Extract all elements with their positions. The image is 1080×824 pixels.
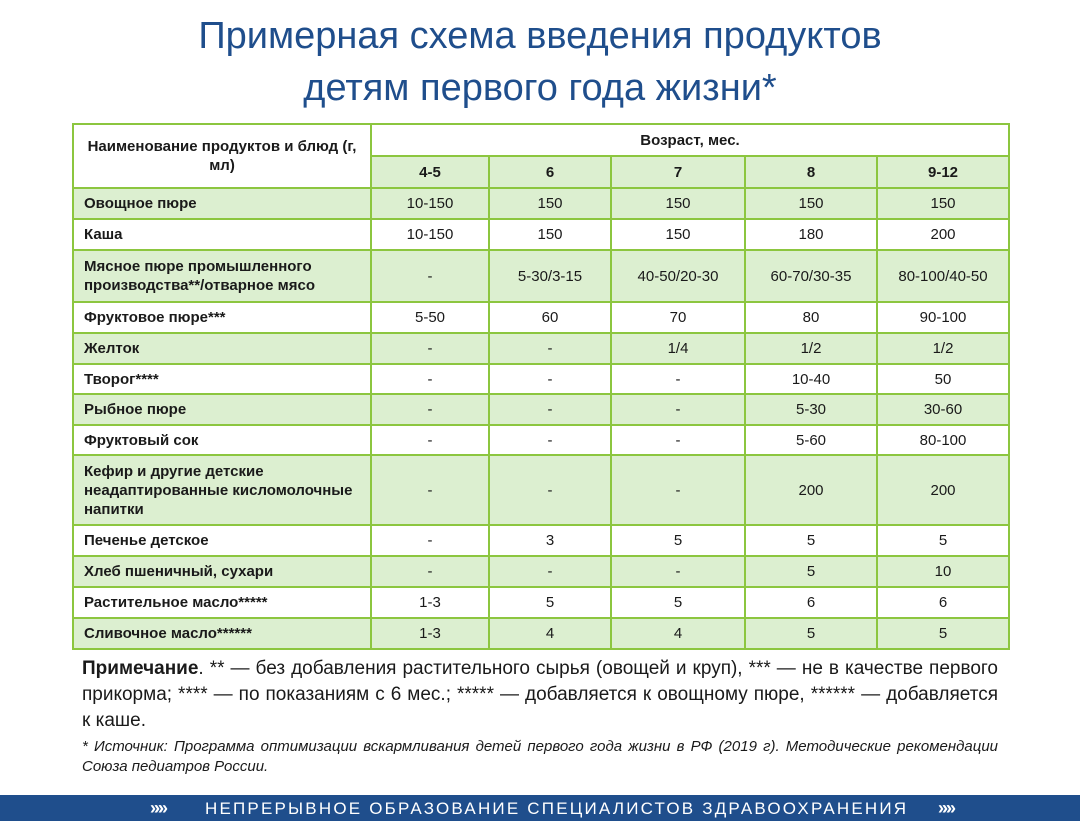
- table-cell: 50: [877, 364, 1009, 394]
- table-cell: 150: [745, 188, 877, 219]
- table-cell: -: [611, 364, 745, 394]
- table-cell: -: [489, 394, 611, 425]
- table-cell: -: [489, 455, 611, 525]
- table-cell: 80-100/40-50: [877, 250, 1009, 302]
- product-name: Каша: [73, 219, 371, 250]
- table-cell: 5: [745, 525, 877, 556]
- table-cell: 1-3: [371, 618, 489, 649]
- table-row: [73, 587, 1009, 618]
- table-cell: 200: [877, 455, 1009, 525]
- product-name: Фруктовый сок: [73, 425, 371, 455]
- table-cell: 80-100: [877, 425, 1009, 455]
- table-cell: 5: [489, 587, 611, 618]
- table-cell: -: [371, 333, 489, 364]
- table-cell: 10-40: [745, 364, 877, 394]
- table-cell: 4: [611, 618, 745, 649]
- table-cell: -: [611, 556, 745, 587]
- table-cell: 200: [745, 455, 877, 525]
- table-cell: -: [371, 394, 489, 425]
- table-row: [73, 556, 1009, 587]
- table-cell: 5-30: [745, 394, 877, 425]
- footer-banner: [0, 795, 1080, 821]
- table-cell: 1/4: [611, 333, 745, 364]
- product-name: Фруктовое пюре***: [73, 302, 371, 333]
- source-citation: * Источник: Программа оптимизации вскармливания детей первого года жизни в РФ (2019 г). Методические рекомендации Союза педиатров России.: [82, 738, 998, 775]
- table-cell: 5-60: [745, 425, 877, 455]
- table-cell: -: [489, 556, 611, 587]
- table-row: [73, 188, 1009, 219]
- table-cell: 6: [877, 587, 1009, 618]
- table-cell: 150: [611, 188, 745, 219]
- table-cell: 60-70/30-35: [745, 250, 877, 302]
- table-cell: -: [371, 455, 489, 525]
- table-cell: 150: [489, 188, 611, 219]
- table-cell: 10-150: [371, 188, 489, 219]
- table-cell: 1/2: [877, 333, 1009, 364]
- table-cell: 60: [489, 302, 611, 333]
- table-row: [73, 250, 1009, 302]
- table-cell: 40-50/20-30: [611, 250, 745, 302]
- note-text: . ** — без добавления растительного сырья (овощей и круп), *** — не в качестве первого прикорма; **** — по показаниям с 6 мес.; ***** — добавляется к овощному пюре, ****** — добавляется к каше.: [82, 658, 998, 731]
- age-column-header: 9-12: [877, 156, 1009, 188]
- table-cell: -: [371, 425, 489, 455]
- table-cell: -: [371, 364, 489, 394]
- table-cell: 10: [877, 556, 1009, 587]
- table-row: [73, 219, 1009, 250]
- table-cell: 5: [611, 587, 745, 618]
- table-row: [73, 425, 1009, 455]
- table-cell: 4: [489, 618, 611, 649]
- table-cell: 5: [877, 525, 1009, 556]
- table-cell: 10-150: [371, 219, 489, 250]
- table-cell: 3: [489, 525, 611, 556]
- product-name: Желток: [73, 333, 371, 364]
- product-name: Овощное пюре: [73, 188, 371, 219]
- table-cell: -: [611, 394, 745, 425]
- table-cell: 150: [489, 219, 611, 250]
- age-header: Возраст, мес.: [371, 124, 1009, 156]
- footnote-remark: [82, 656, 998, 734]
- footer-text: НЕПРЕРЫВНОЕ ОБРАЗОВАНИЕ СПЕЦИАЛИСТОВ ЗДРАВООХРАНЕНИЯ: [205, 799, 909, 818]
- product-name: Творог****: [73, 364, 371, 394]
- table-cell: -: [611, 425, 745, 455]
- table-cell: -: [489, 425, 611, 455]
- note-label: Примечание: [82, 658, 199, 679]
- product-name: Кефир и другие детские неадаптированные кисломолочные напитки: [73, 455, 371, 525]
- title-line-1: Примерная схема введения продуктов: [198, 15, 882, 57]
- age-column-header: 4-5: [371, 156, 489, 188]
- table-cell: -: [371, 525, 489, 556]
- table-row: [73, 302, 1009, 333]
- table-cell: -: [489, 333, 611, 364]
- table-cell: 5: [611, 525, 745, 556]
- product-name: Печенье детское: [73, 525, 371, 556]
- page-title: [0, 10, 1080, 114]
- table-row: [73, 525, 1009, 556]
- table-cell: 200: [877, 219, 1009, 250]
- product-name-header: Наименование продуктов и блюд (г, мл): [73, 124, 371, 188]
- table-row: [73, 333, 1009, 364]
- table-cell: -: [371, 556, 489, 587]
- age-column-header: 6: [489, 156, 611, 188]
- table-cell: 150: [877, 188, 1009, 219]
- table-cell: 30-60: [877, 394, 1009, 425]
- feeding-schedule-table: [72, 123, 1010, 650]
- table-cell: 5: [877, 618, 1009, 649]
- table-row: [73, 394, 1009, 425]
- table-cell: -: [371, 250, 489, 302]
- product-name: Рыбное пюре: [73, 394, 371, 425]
- table-cell: 80: [745, 302, 877, 333]
- table-cell: -: [489, 364, 611, 394]
- table-cell: 5: [745, 618, 877, 649]
- table-cell: 5: [745, 556, 877, 587]
- title-line-2: детям первого года жизни*: [303, 67, 777, 109]
- age-column-header: 8: [745, 156, 877, 188]
- table-row: [73, 364, 1009, 394]
- table-cell: 180: [745, 219, 877, 250]
- product-name: Сливочное масло******: [73, 618, 371, 649]
- table-cell: 5-50: [371, 302, 489, 333]
- table-cell: 70: [611, 302, 745, 333]
- table-cell: 1-3: [371, 587, 489, 618]
- table-cell: 1/2: [745, 333, 877, 364]
- chevron-right-icon: »»»: [938, 798, 951, 818]
- table-cell: 5-30/3-15: [489, 250, 611, 302]
- table-cell: 6: [745, 587, 877, 618]
- table-cell: -: [611, 455, 745, 525]
- age-column-header: 7: [611, 156, 745, 188]
- chevron-right-icon: »»»: [150, 798, 163, 818]
- product-name: Мясное пюре промышленного производства**/отварное мясо: [73, 250, 371, 302]
- product-name: Хлеб пшеничный, сухари: [73, 556, 371, 587]
- product-name: Растительное масло*****: [73, 587, 371, 618]
- table-row: [73, 455, 1009, 525]
- table-cell: 90-100: [877, 302, 1009, 333]
- table-cell: 150: [611, 219, 745, 250]
- table-row: [73, 618, 1009, 649]
